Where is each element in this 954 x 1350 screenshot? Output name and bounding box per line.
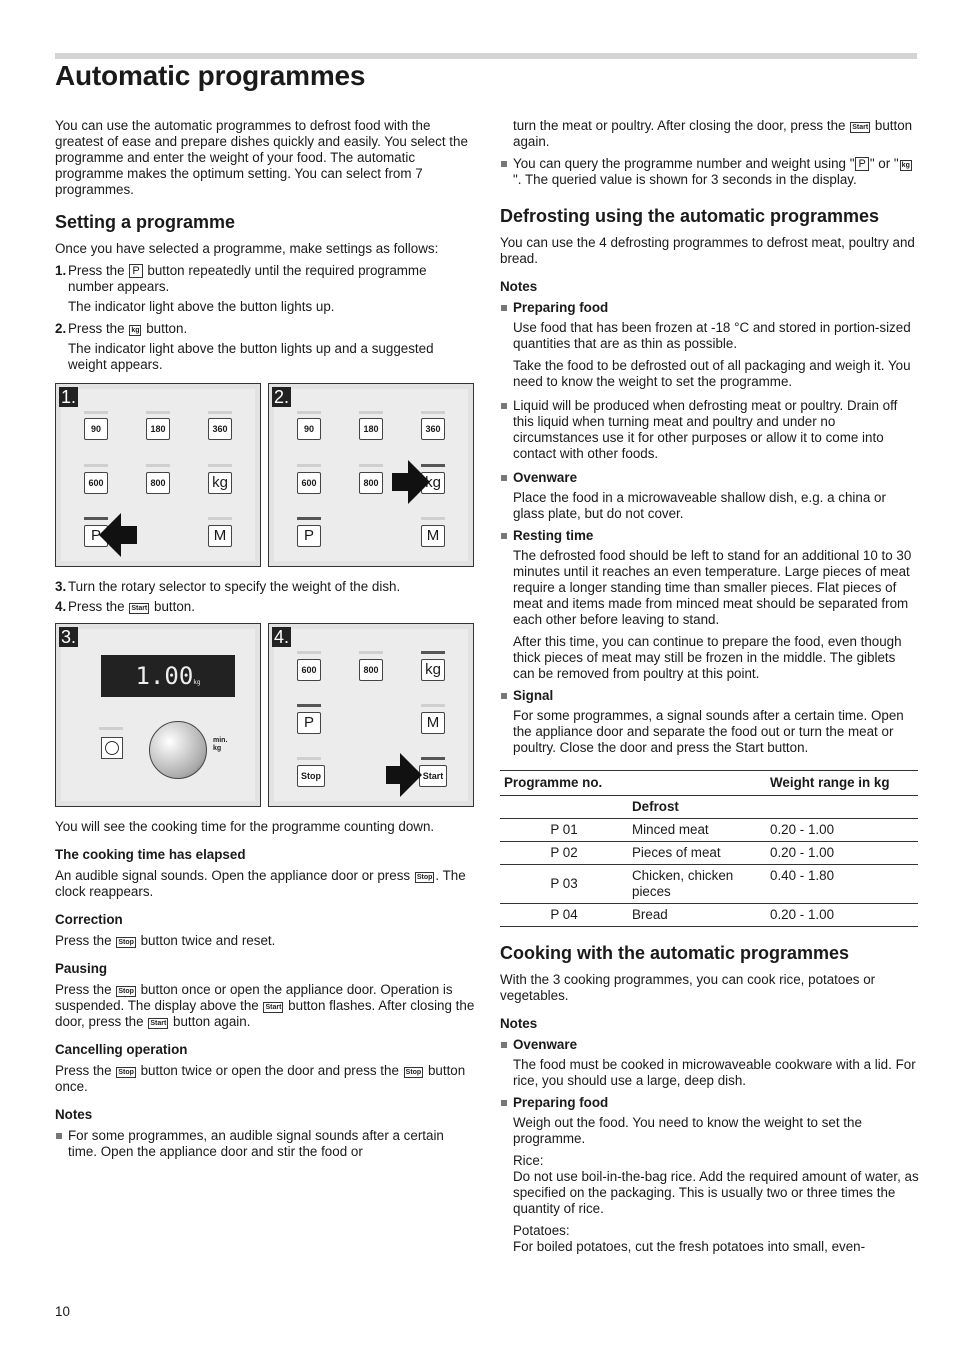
note-query: You can query the programme number and weight using " P " or " kg". The queried value is shown for 3 seconds in the display.: [500, 156, 920, 188]
knob-min-label: min. kg: [213, 737, 228, 752]
top-rule: [55, 53, 917, 59]
defrost-notes-heading: Notes: [500, 279, 538, 294]
defrost-prep-1: Use food that has been frozen at -18 °C and stored in portion-sized quantities that are as thin as possible.: [513, 320, 911, 351]
step-1: 1. Press the P button repeatedly until the required programme number appears.: [55, 263, 427, 294]
button-90: 90: [84, 418, 108, 440]
arrow-right-icon: [408, 460, 430, 504]
rotary-selector: [149, 721, 207, 779]
defrost-ovenware-title: Ovenware: [500, 470, 920, 486]
potatoes-title: Potatoes:: [513, 1223, 570, 1238]
setting-lead: Once you have selected a programme, make settings as follows:: [55, 241, 439, 256]
pausing-text: Press the Stop button once or open the appliance door. Operation is suspended. The display above the Start button flashes. After closing the door, press the Start button again.: [55, 982, 475, 1029]
button-180: 180: [359, 418, 383, 440]
figure-steps-1-2: [55, 383, 475, 567]
panel-4: [268, 623, 474, 807]
p-key-icon: P: [855, 157, 868, 171]
th-weight: Weight range in kg: [766, 771, 918, 796]
start-key-icon: Start: [150, 1020, 167, 1027]
defrost-lead: You can use the 4 defrosting programmes to defrost meat, poultry and bread.: [500, 235, 915, 266]
elapsed-heading: The cooking time has elapsed: [55, 847, 246, 862]
panel-number: 3.: [60, 627, 76, 647]
cooking-notes-heading: Notes: [500, 1016, 538, 1031]
stop-key-icon: Stop: [405, 1069, 422, 1076]
step-1-sub: The indicator light above the button lights up.: [68, 299, 335, 314]
setting-heading: Setting a programme: [55, 212, 236, 232]
button-800: 800: [146, 472, 170, 494]
step-2-sub: The indicator light above the button lights up and a suggested weight appears.: [68, 341, 434, 372]
clock-icon: [101, 737, 123, 759]
intro-text: You can use the automatic programmes to defrost food with the greatest of ease and prepare dishes quickly and easily. You select the programme and enter the weight of your food. The automatic programme makes the optimum setting. You can select from 7 programmes.: [55, 118, 468, 197]
rice-text: Do not use boil-in-the-bag rice. Add the required amount of water, as specified on the packaging. This is usually two or three times the quantity of rice.: [513, 1169, 919, 1216]
button-p: P: [84, 525, 108, 547]
kg-key-icon: kg: [901, 162, 910, 169]
button-360: 360: [421, 418, 445, 440]
panel-number: 4.: [273, 627, 289, 647]
step-3: 3. Turn the rotary selector to specify the weight of the dish.: [55, 579, 401, 594]
stop-key-icon: Stop: [416, 874, 433, 881]
button-m: M: [421, 712, 445, 734]
note-signal-stir: For some programmes, an audible signal sounds after a certain time. Open the appliance door and stir the food or: [55, 1128, 475, 1160]
cooking-lead: With the 3 cooking programmes, you can cook rice, potatoes or vegetables.: [500, 972, 876, 1003]
button-p: P: [297, 712, 321, 734]
rice-title: Rice:: [513, 1153, 544, 1168]
button-90: 90: [297, 418, 321, 440]
start-key-icon: Start: [265, 1004, 282, 1011]
table-row: P 02 Pieces of meat 0.20 - 1.00: [500, 842, 918, 865]
stop-key-icon: Stop: [118, 988, 134, 995]
panel-number: 1.: [60, 387, 76, 407]
button-800: 800: [359, 472, 383, 494]
defrost-prep-2: Take the food to be defrosted out of all packaging and weigh it. You need to know the weight to set the programme.: [513, 358, 911, 389]
page-number: 10: [55, 1304, 70, 1319]
note-continued: turn the meat or poultry. After closing the door, press the Start button again.: [513, 118, 913, 149]
panel-3: [55, 623, 261, 807]
button-start: Start: [419, 765, 447, 787]
potatoes-text: For boiled potatoes, cut the fresh potatoes into small, even-: [513, 1239, 866, 1254]
weight-display: 1.00kg: [101, 655, 235, 697]
panel-2: [268, 383, 474, 567]
button-kg: kg: [421, 659, 445, 681]
th-programme: Programme no.: [500, 771, 628, 796]
button-m: M: [421, 525, 445, 547]
cooking-heading: Cooking with the automatic programmes: [500, 943, 850, 963]
button-360: 360: [208, 418, 232, 440]
page-title: Automatic programmes: [55, 60, 366, 91]
button-800: 800: [359, 659, 383, 681]
defrost-ovenware: Place the food in a microwaveable shallow dish, e.g. a china or glass plate, but do not cover.: [513, 490, 886, 521]
right-column: [500, 118, 920, 1261]
th-food: [628, 771, 766, 796]
p-key-icon: P: [129, 264, 142, 278]
counting-text: You will see the cooking time for the programme counting down.: [55, 819, 435, 834]
defrost-signal: For some programmes, a signal sounds after a certain time. Open the appliance door and separate the food out or turn the meat or poultry. Close the door and press the Start button.: [513, 708, 904, 755]
defrost-heading: Defrosting using the automatic programmes: [500, 206, 880, 226]
cooking-prep-title: Preparing food: [500, 1095, 920, 1111]
cooking-prep: Weigh out the food. You need to know the weight to set the programme.: [513, 1115, 862, 1146]
arrow-left-icon: [99, 513, 121, 557]
button-600: 600: [84, 472, 108, 494]
cancel-heading: Cancelling operation: [55, 1042, 188, 1057]
button-600: 600: [297, 659, 321, 681]
notes-heading: Notes: [55, 1107, 93, 1122]
left-column: [55, 118, 475, 1164]
stop-key-icon: Stop: [118, 1069, 134, 1076]
step-2: 2. Press the kg button.: [55, 321, 188, 336]
button-kg: kg: [208, 472, 232, 494]
defrost-signal-title: Signal: [500, 688, 920, 704]
correction-text: Press the Stop button twice and reset.: [55, 933, 276, 948]
defrost-liquid: Liquid will be produced when defrosting meat or poultry. Drain off this liquid when turning meat and poultry and under no circumstances use it for other purposes or allow it to come into contact with other foods.: [500, 398, 920, 462]
start-key-icon: Start: [852, 124, 869, 131]
button-stop: Stop: [297, 765, 325, 787]
arrow-right-icon: [400, 753, 422, 797]
button-180: 180: [146, 418, 170, 440]
cooking-ovenware: The food must be cooked in microwaveable cookware with a lid. For rice, you should use a large, deep dish.: [513, 1057, 916, 1088]
defrost-resting-2: After this time, you can continue to prepare the food, even though thick pieces of meat may still be frozen in the middle. The giblets can be removed from poultry at this point.: [513, 634, 902, 681]
table-row: P 01 Minced meat 0.20 - 1.00: [500, 819, 918, 842]
table-row: P 04 Bread 0.20 - 1.00: [500, 904, 918, 927]
button-600: 600: [297, 472, 321, 494]
panel-1: [55, 383, 261, 567]
cooking-ovenware-title: Ovenware: [500, 1037, 920, 1053]
correction-heading: Correction: [55, 912, 123, 927]
kg-key-icon: kg: [131, 327, 140, 334]
button-m: M: [208, 525, 232, 547]
figure-steps-3-4: [55, 623, 475, 807]
programme-table: [500, 770, 918, 927]
stop-key-icon: Stop: [118, 939, 134, 946]
table-row: P 03 Chicken, chicken pieces 0.40 - 1.80: [500, 865, 918, 904]
button-p: P: [297, 525, 321, 547]
cancel-text: Press the Stop button twice or open the door and press the Stop button once.: [55, 1063, 466, 1094]
defrost-resting-1: The defrosted food should be left to stand for an additional 10 to 30 minutes until it reaches an even temperature. Large pieces of meat require a longer standing time than smaller pieces. Flat pieces of meat and items made from minced meat should be separated from each other before leaving to stand.: [513, 548, 912, 627]
elapsed-text: An audible signal sounds. Open the appliance door or press Stop . The clock reappears.: [55, 868, 466, 899]
defrost-resting-title: Resting time: [500, 528, 920, 544]
group-defrost: Defrost: [628, 796, 766, 819]
button-kg: kg: [421, 472, 445, 494]
start-key-icon: Start: [131, 605, 148, 612]
defrost-prep-title: Preparing food: [500, 300, 920, 316]
panel-number: 2.: [273, 387, 289, 407]
pausing-heading: Pausing: [55, 961, 108, 976]
step-4: 4. Press the Start button.: [55, 599, 195, 614]
